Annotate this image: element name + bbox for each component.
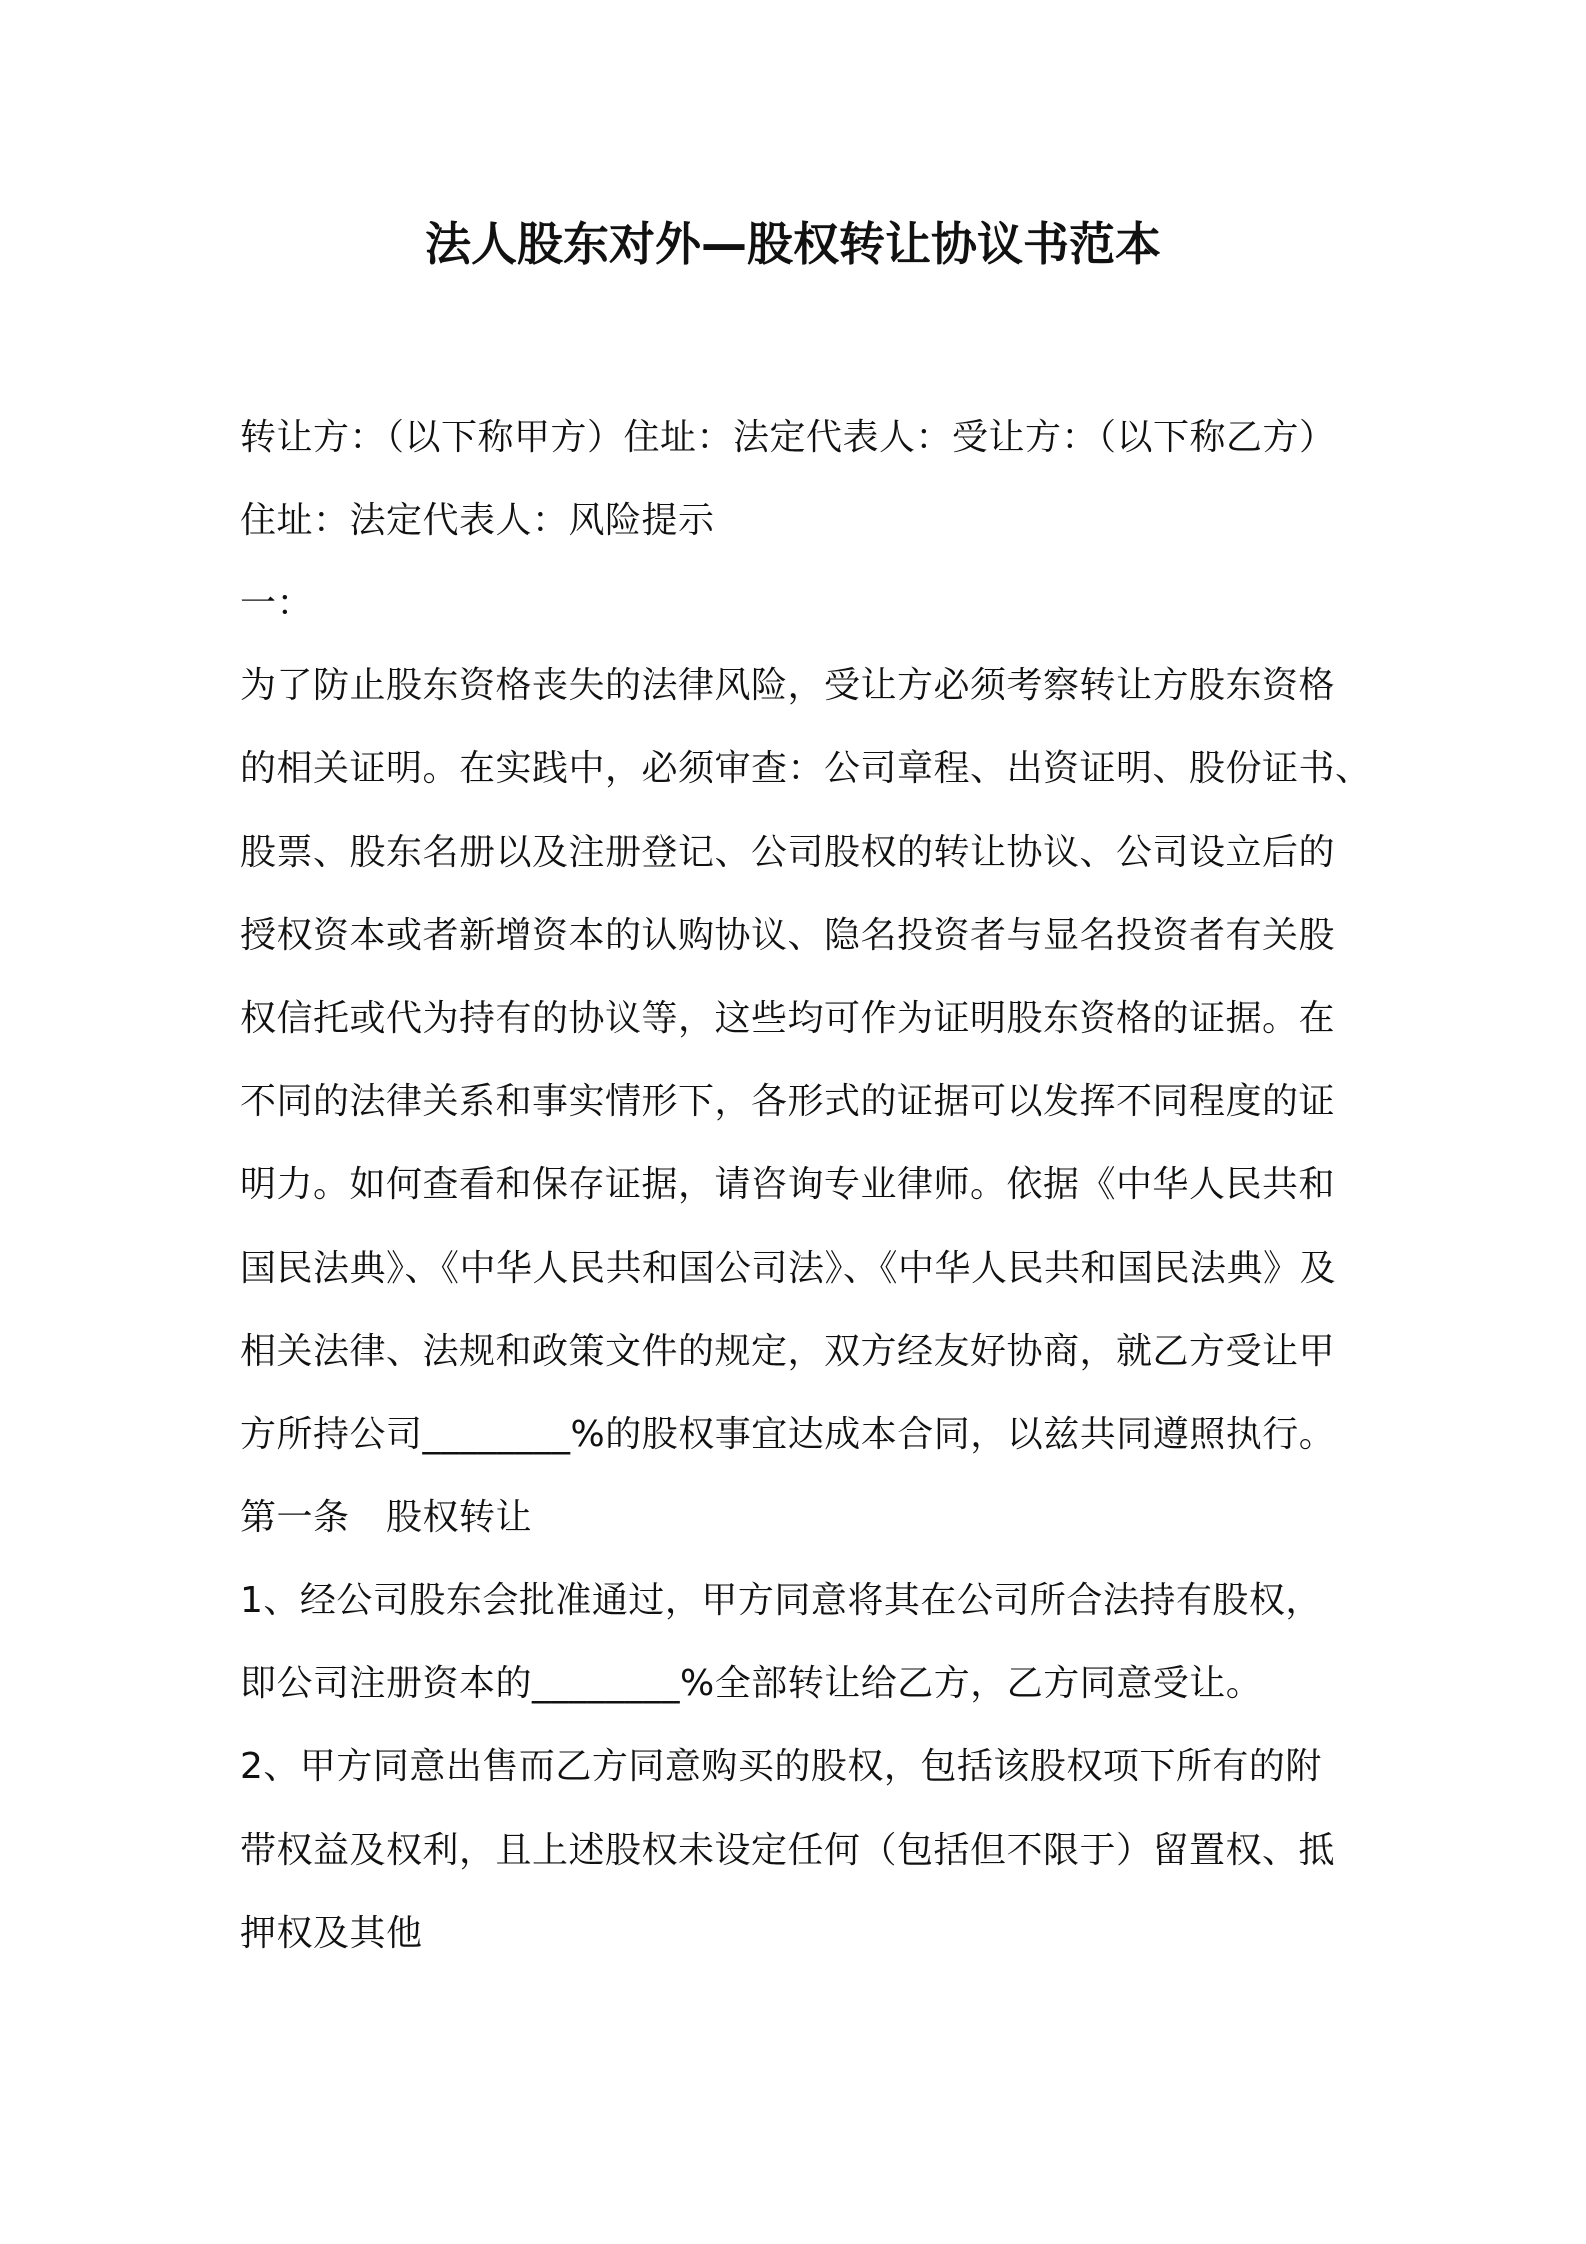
text-line-18: 带权益及权利，且上述股权未设定任何（包括但不限于）留置权、抵: [240, 1830, 1336, 1871]
text-line-9: 不同的法律关系和事实情形下，各形式的证据可以发挥不同程度的证: [240, 1081, 1336, 1122]
text-line-5: 的相关证明。在实践中，必须审查：公司章程、出资证明、股份证书、: [240, 748, 1372, 789]
text-line-8: 权信托或代为持有的协议等，这些均可作为证明股东资格的证据。在: [240, 998, 1336, 1039]
text-line-11: 国民法典》、《中华人民共和国公司法》、《中华人民共和国民法典》及: [240, 1248, 1337, 1289]
text-line-2: 住址：法定代表人：风险提示: [240, 500, 715, 541]
text-line-12: 相关法律、法规和政策文件的规定，双方经友好协商，就乙方受让甲: [240, 1331, 1336, 1372]
text-line-7: 授权资本或者新增资本的认购协议、隐名投资者与显名投资者有关股: [240, 915, 1336, 956]
text-line-13: 方所持公司________%的股权事宜达成本合同，以兹共同遵照执行。: [240, 1414, 1336, 1455]
section-heading: 第一条 股权转让: [240, 1497, 533, 1538]
text-line-15: 1、经公司股东会批准通过，甲方同意将其在公司所合法持有股权，: [240, 1580, 1322, 1621]
text-line-1: 转让方：（以下称甲方）住址：法定代表人：受让方：（以下称乙方）: [240, 417, 1336, 458]
text-line-6: 股票、股东名册以及注册登记、公司股权的转让协议、公司设立后的: [240, 832, 1336, 873]
text-line-3: 一：: [240, 583, 314, 624]
text-line-19: 押权及其他: [240, 1913, 423, 1954]
text-line-4: 为了防止股东资格丧失的法律风险，受让方必须考察转让方股东资格: [240, 665, 1336, 706]
text-line-10: 明力。如何查看和保存证据，请咨询专业律师。依据《中华人民共和: [240, 1164, 1336, 1205]
text-line-16: 即公司注册资本的________%全部转让给乙方，乙方同意受让。: [240, 1663, 1263, 1704]
document-title: 法人股东对外—股权转让协议书范本: [425, 217, 1161, 271]
text-line-17: 2、甲方同意出售而乙方同意购买的股权，包括该股权项下所有的附: [240, 1746, 1322, 1787]
